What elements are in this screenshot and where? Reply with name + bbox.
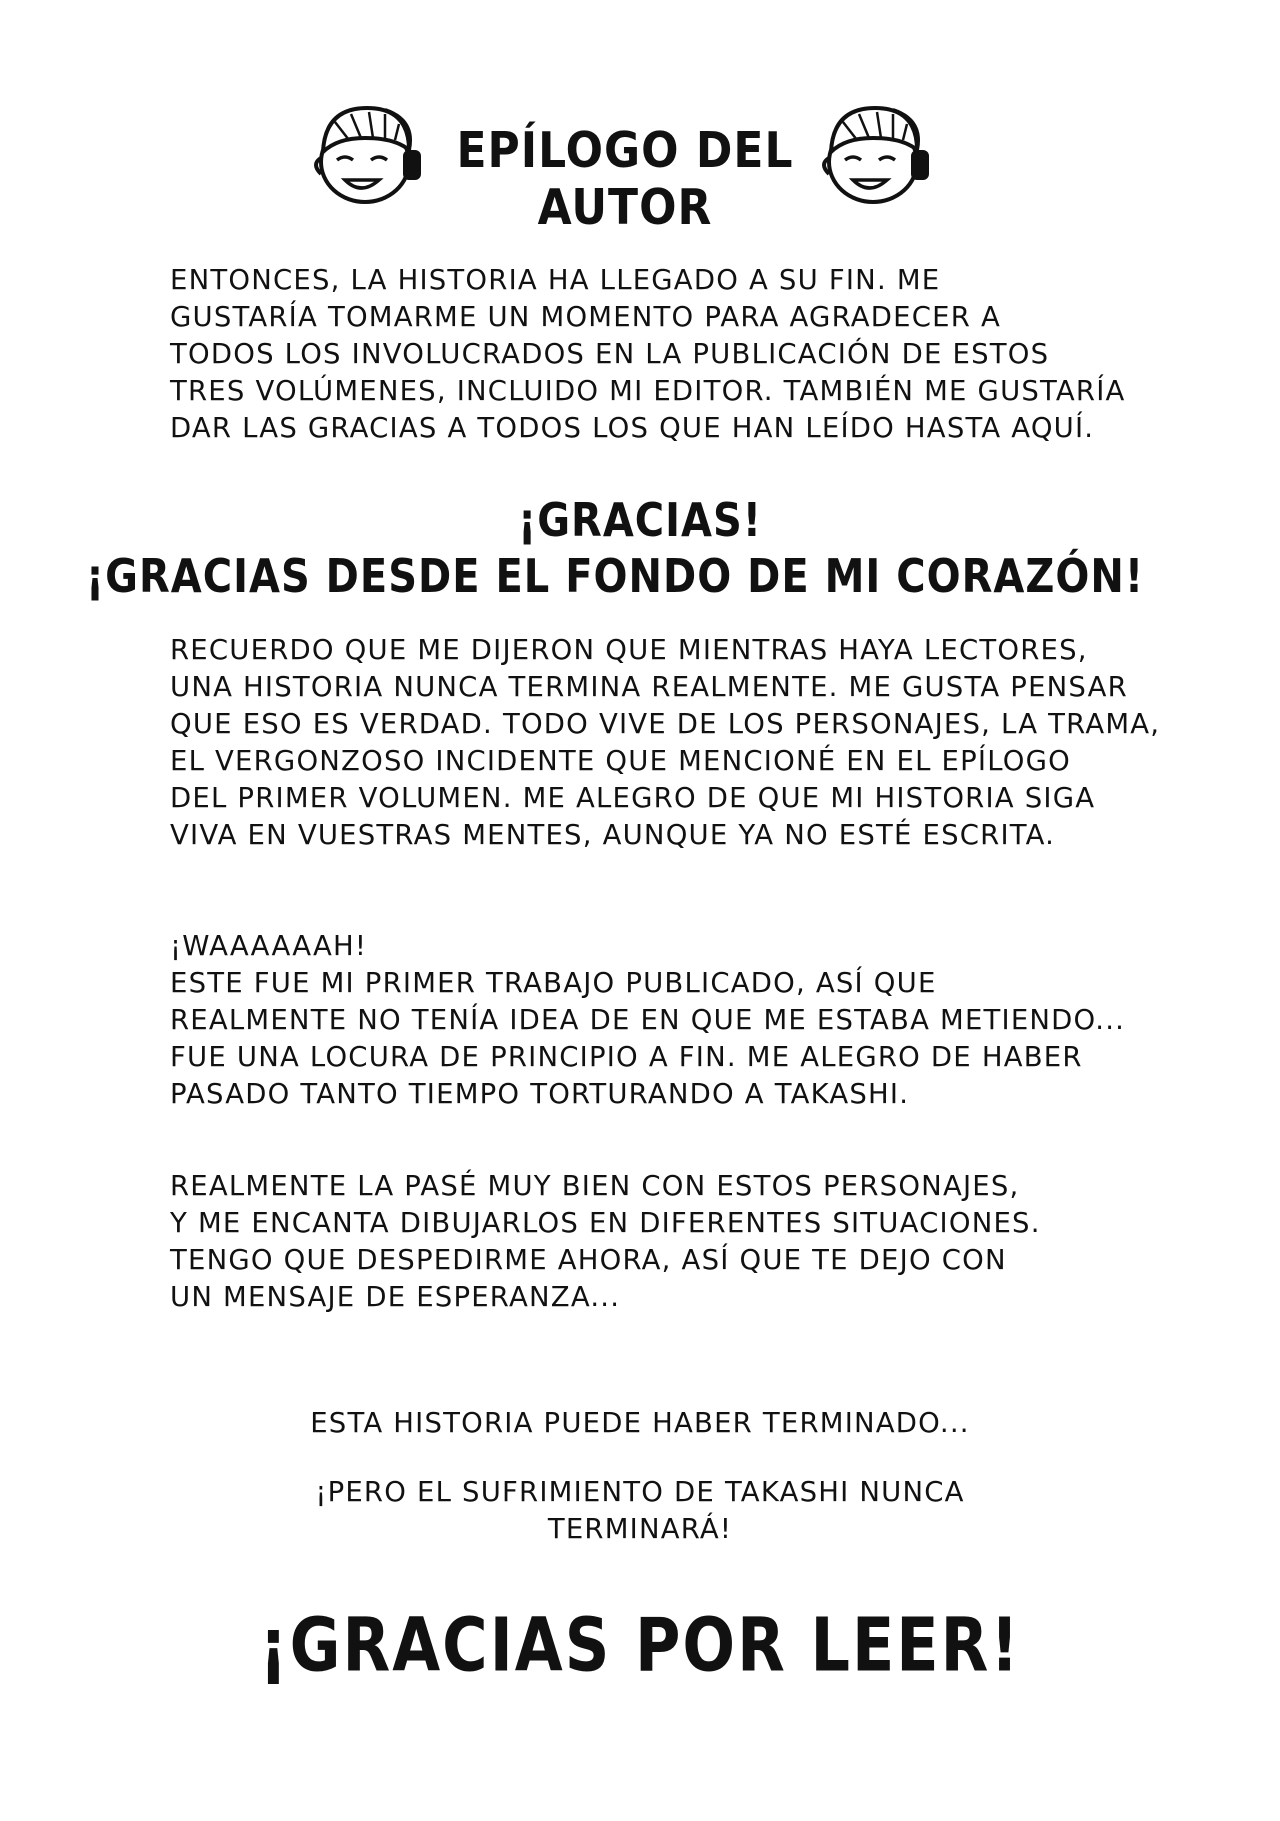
shout-thanks: ¡GRACIAS! bbox=[517, 494, 763, 548]
shout-thanks-heart: ¡GRACIAS DESDE EL FONDO DE MI CORAZÓN! bbox=[85, 550, 1145, 604]
paragraph-first-work: ¡WAAAAAAH! ESTE FUE MI PRIMER TRABAJO PUBLICADO, ASÍ QUE REALMENTE NO TENÍA IDEA DE EN QUE ME ESTABA METIENDO... FUE UNA LOCURA DE PRINCIPIO A FIN. ME ALEGRO DE HABER PASADO TANTO TIEMPO TORTURANDO A TAKASHI. bbox=[170, 930, 1126, 1110]
page-title: EPÍLOGO DEL AUTOR bbox=[456, 122, 794, 237]
paragraph-readers: RECUERDO QUE ME DIJERON QUE MIENTRAS HAYA LECTORES, UNA HISTORIA NUNCA TERMINA REALMENTE. ME GUSTA PENSAR QUE ESO ES VERDAD. TODO VIVE DE LOS PERSONAJES, LA TRAMA, EL VERGONZOSO INCIDENTE QUE MENCIONÉ EN EL EPÍLOGO DEL PRIMER VOLUMEN. ME ALEGRO DE QUE MI HISTORIA SIGA VIVA EN VUESTRAS MENTES, AUNQUE YA NO ESTÉ ESCRITA. bbox=[170, 634, 1161, 851]
closing-line-ended: ESTA HISTORIA PUEDE HABER TERMINADO... bbox=[310, 1407, 970, 1439]
headphone-kid-face-icon bbox=[813, 100, 941, 212]
final-thanks-heading: ¡GRACIAS POR LEER! bbox=[259, 1600, 1021, 1689]
paragraph-characters: REALMENTE LA PASÉ MUY BIEN CON ESTOS PERSONAJES, Y ME ENCANTA DIBUJARLOS EN DIFERENTES SITUACIONES. TENGO QUE DESPEDIRME AHORA, ASÍ QUE TE DEJO CON UN MENSAJE DE ESPERANZA... bbox=[170, 1170, 1041, 1313]
headphone-kid-face-icon bbox=[305, 100, 433, 212]
paragraph-thanks: ENTONCES, LA HISTORIA HA LLEGADO A SU FIN. ME GUSTARÍA TOMARME UN MOMENTO PARA AGRADECER A TODOS LOS INVOLUCRADOS EN LA PUBLICACIÓN DE ESTOS TRES VOLÚMENES, INCLUIDO MI EDITOR. TAMBIÉN ME GUSTARÍA DAR LAS GRACIAS A TODOS LOS QUE HAN LEÍDO HASTA AQUÍ. bbox=[170, 264, 1126, 444]
closing-line-suffering: ¡PERO EL SUFRIMIENTO DE TAKASHI NUNCA TERMINARÁ! bbox=[315, 1476, 965, 1545]
page-header bbox=[0, 100, 1280, 237]
